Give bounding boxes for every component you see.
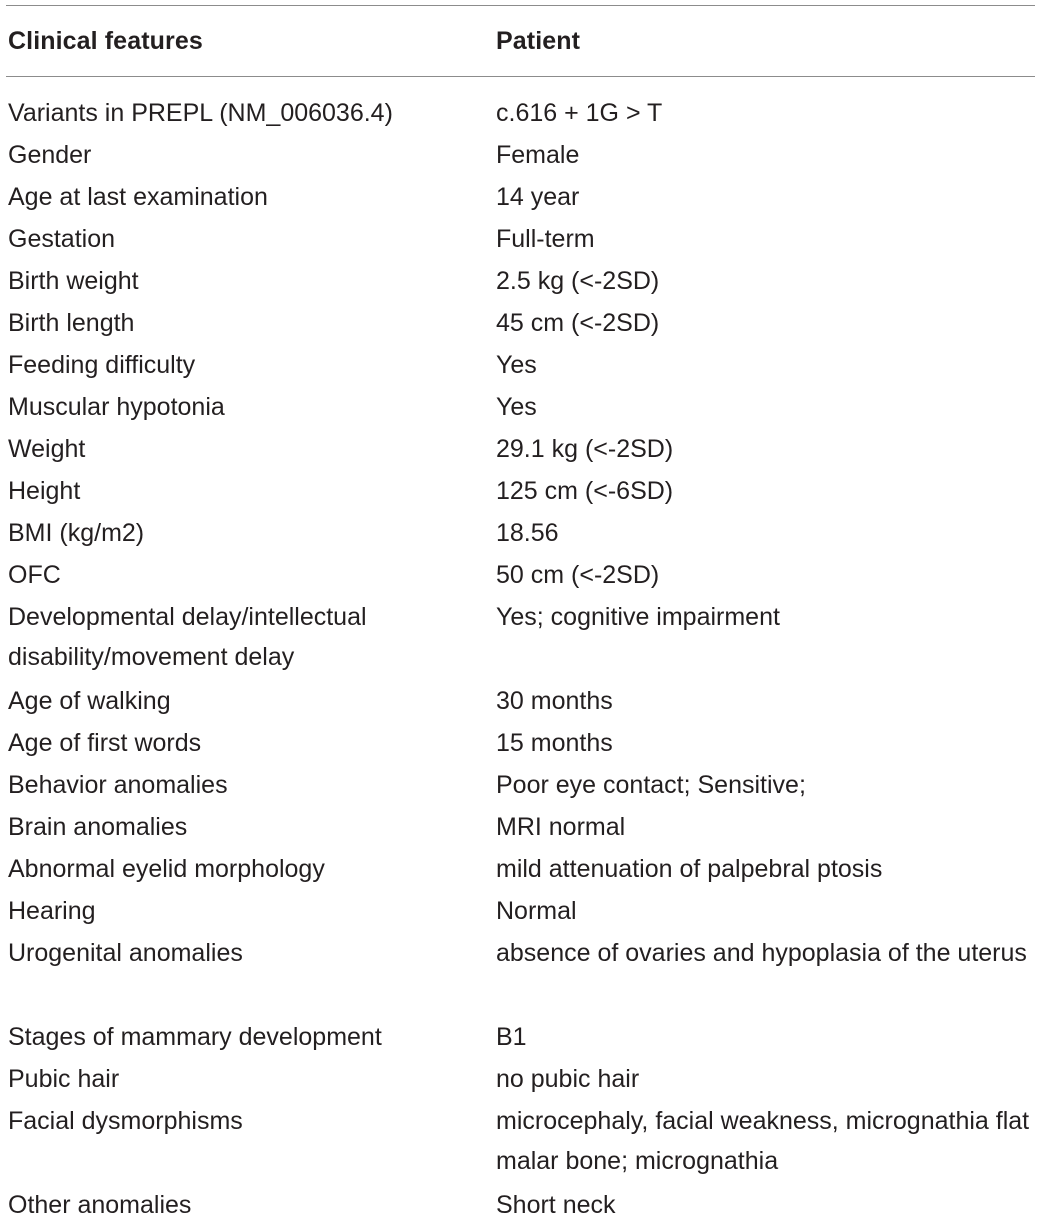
patient-cell: B1	[496, 1023, 527, 1051]
patient-cell: Yes	[496, 393, 537, 421]
patient-cell: c.616 + 1G > T	[496, 99, 663, 127]
table-row	[6, 177, 1040, 219]
table-header-row	[6, 6, 1040, 76]
feature-cell: Age of first words	[8, 729, 202, 757]
table-row	[6, 93, 1040, 135]
patient-cell: MRI normal	[496, 813, 626, 841]
feature-cell: Hearing	[8, 897, 96, 925]
patient-cell: absence of ovaries and hypoplasia of the uterus	[496, 939, 1027, 967]
patient-cell: Poor eye contact; Sensitive;	[496, 771, 806, 799]
patient-cell: 125 cm (<-6SD)	[496, 477, 674, 505]
patient-cell: 50 cm (<-2SD)	[496, 561, 660, 589]
feature-cell: OFC	[8, 561, 61, 589]
table-row	[6, 303, 1040, 345]
feature-cell: Variants in PREPL (NM_006036.4)	[8, 99, 393, 127]
column-header-patient: Patient	[496, 26, 581, 55]
table-row	[6, 723, 1040, 765]
feature-cell: Other anomalies	[8, 1191, 192, 1219]
feature-cell: Developmental delay/intellectual disability/movement delay	[8, 603, 367, 671]
feature-cell: Stages of mammary development	[8, 1023, 382, 1051]
table-row	[6, 261, 1040, 303]
table-row	[6, 219, 1040, 261]
table-row	[6, 891, 1040, 933]
table-row	[6, 429, 1040, 471]
feature-cell: Brain anomalies	[8, 813, 188, 841]
table-row	[6, 807, 1040, 849]
feature-cell: Urogenital anomalies	[8, 939, 243, 967]
table-row	[6, 471, 1040, 513]
patient-cell: 18.56	[496, 519, 559, 547]
feature-cell: BMI (kg/m2)	[8, 519, 145, 547]
table-row	[6, 765, 1040, 807]
table-body	[6, 77, 1040, 1227]
feature-cell: Facial dysmorphisms	[8, 1107, 243, 1135]
patient-cell: Full-term	[496, 225, 595, 253]
feature-cell: Age at last examination	[8, 183, 268, 211]
feature-cell: Birth length	[8, 309, 135, 337]
feature-cell: Pubic hair	[8, 1065, 120, 1093]
patient-cell: no pubic hair	[496, 1065, 640, 1093]
patient-cell: Normal	[496, 897, 577, 925]
patient-cell: Short neck	[496, 1191, 616, 1219]
column-header-clinical-features: Clinical features	[8, 26, 203, 55]
clinical-features-table	[6, 5, 1040, 1227]
feature-cell: Feeding difficulty	[8, 351, 196, 379]
feature-cell: Age of walking	[8, 687, 171, 715]
feature-cell: Muscular hypotonia	[8, 393, 225, 421]
feature-cell: Weight	[8, 435, 86, 463]
patient-cell: 14 year	[496, 183, 580, 211]
patient-cell: Female	[496, 141, 580, 169]
table-row	[6, 135, 1040, 177]
patient-cell: microcephaly, facial weakness, micrognathia flat malar bone; micrognathia	[496, 1107, 1030, 1175]
table-row	[6, 513, 1040, 555]
table-row	[6, 849, 1040, 891]
table-row	[6, 933, 1040, 1017]
table-row	[6, 387, 1040, 429]
feature-cell: Gender	[8, 141, 92, 169]
table-row	[6, 1059, 1040, 1101]
patient-cell: 30 months	[496, 687, 613, 715]
feature-cell: Behavior anomalies	[8, 771, 228, 799]
patient-cell: Yes	[496, 351, 537, 379]
patient-cell: 29.1 kg (<-2SD)	[496, 435, 674, 463]
table-row	[6, 1101, 1040, 1185]
patient-cell: 45 cm (<-2SD)	[496, 309, 660, 337]
feature-cell: Birth weight	[8, 267, 139, 295]
patient-cell: 2.5 kg (<-2SD)	[496, 267, 660, 295]
table-row	[6, 555, 1040, 597]
patient-cell: Yes; cognitive impairment	[496, 603, 780, 631]
patient-cell: 15 months	[496, 729, 613, 757]
feature-cell: Gestation	[8, 225, 116, 253]
table-row	[6, 1017, 1040, 1059]
feature-cell: Height	[8, 477, 81, 505]
patient-cell: mild attenuation of palpebral ptosis	[496, 855, 883, 883]
table-row	[6, 681, 1040, 723]
table-row	[6, 597, 1040, 681]
table-row	[6, 345, 1040, 387]
feature-cell: Abnormal eyelid morphology	[8, 855, 325, 883]
